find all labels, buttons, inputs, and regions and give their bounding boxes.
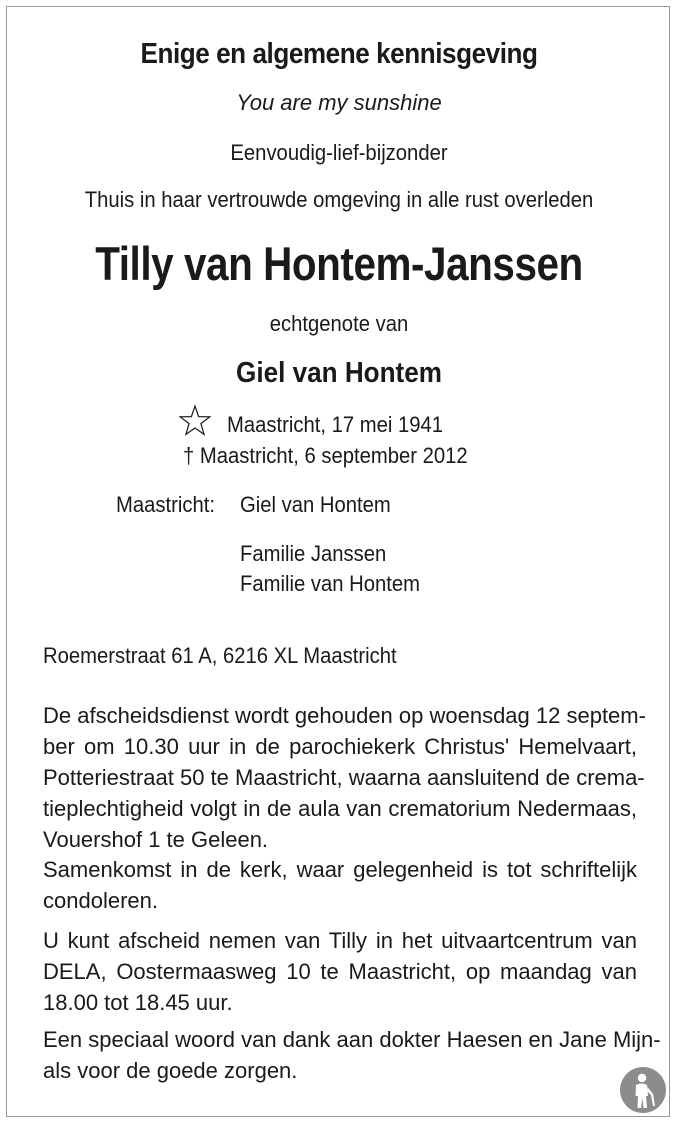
farewell-paragraph xyxy=(43,925,637,1018)
paragraph-line: De afscheidsdienst wordt gehouden op woensdag 12 septem- xyxy=(43,703,646,728)
family-member: Familie Janssen xyxy=(240,541,387,566)
paragraph-line: U kunt afscheid nemen van Tilly in het uitvaartcentrum van xyxy=(43,928,637,953)
paragraph-line: als voor de goede zorgen. xyxy=(43,1058,298,1083)
death-info: † Maastricht, 6 september 2012 xyxy=(183,443,468,468)
paragraph-line: 18.00 tot 18.45 uur. xyxy=(43,990,233,1015)
service-paragraph xyxy=(43,700,646,855)
paragraph-line: DELA, Oostermaasweg 10 te Maastricht, op maandag van xyxy=(43,959,637,984)
paragraph-line: ber om 10.30 uur in de parochiekerk Christus' Hemelvaart, xyxy=(43,734,637,759)
relation-text: echtgenote van xyxy=(269,311,409,336)
paragraph-line: condoleren. xyxy=(43,888,158,913)
intro-text: Thuis in haar vertrouwde omgeving in alle rust overleden xyxy=(84,187,594,212)
spouse-name: Giel van Hontem xyxy=(236,357,442,389)
subtitle: Eenvoudig-lief-bijzonder xyxy=(230,140,448,165)
family-member: Giel van Hontem xyxy=(240,492,391,517)
star-outline-icon xyxy=(178,404,212,438)
paragraph-line: Vouershof 1 te Geleen. xyxy=(43,827,269,852)
gathering-paragraph xyxy=(43,854,637,916)
motto: You are my sunshine xyxy=(236,90,442,115)
notice-heading: Enige en algemene kennisgeving xyxy=(140,38,538,70)
birth-info: Maastricht, 17 mei 1941 xyxy=(227,412,443,437)
thanks-paragraph xyxy=(43,1024,661,1086)
deceased-name: Tilly van Hontem-Janssen xyxy=(95,237,583,290)
person-silhouette-logo-icon xyxy=(619,1066,667,1114)
family-member: Familie van Hontem xyxy=(240,571,420,596)
paragraph-line: tieplechtigheid volgt in de aula van crematorium Nedermaas, xyxy=(43,796,637,821)
family-place-label: Maastricht: xyxy=(116,492,215,517)
paragraph-line: Samenkomst in de kerk, waar gelegenheid is tot schriftelijk xyxy=(43,857,637,882)
paragraph-line: Een speciaal woord van dank aan dokter Haesen en Jane Mijn- xyxy=(43,1027,661,1052)
paragraph-line: Potteriestraat 50 te Maastricht, waarna aansluitend de crema- xyxy=(43,765,645,790)
address: Roemerstraat 61 A, 6216 XL Maastricht xyxy=(43,643,397,668)
